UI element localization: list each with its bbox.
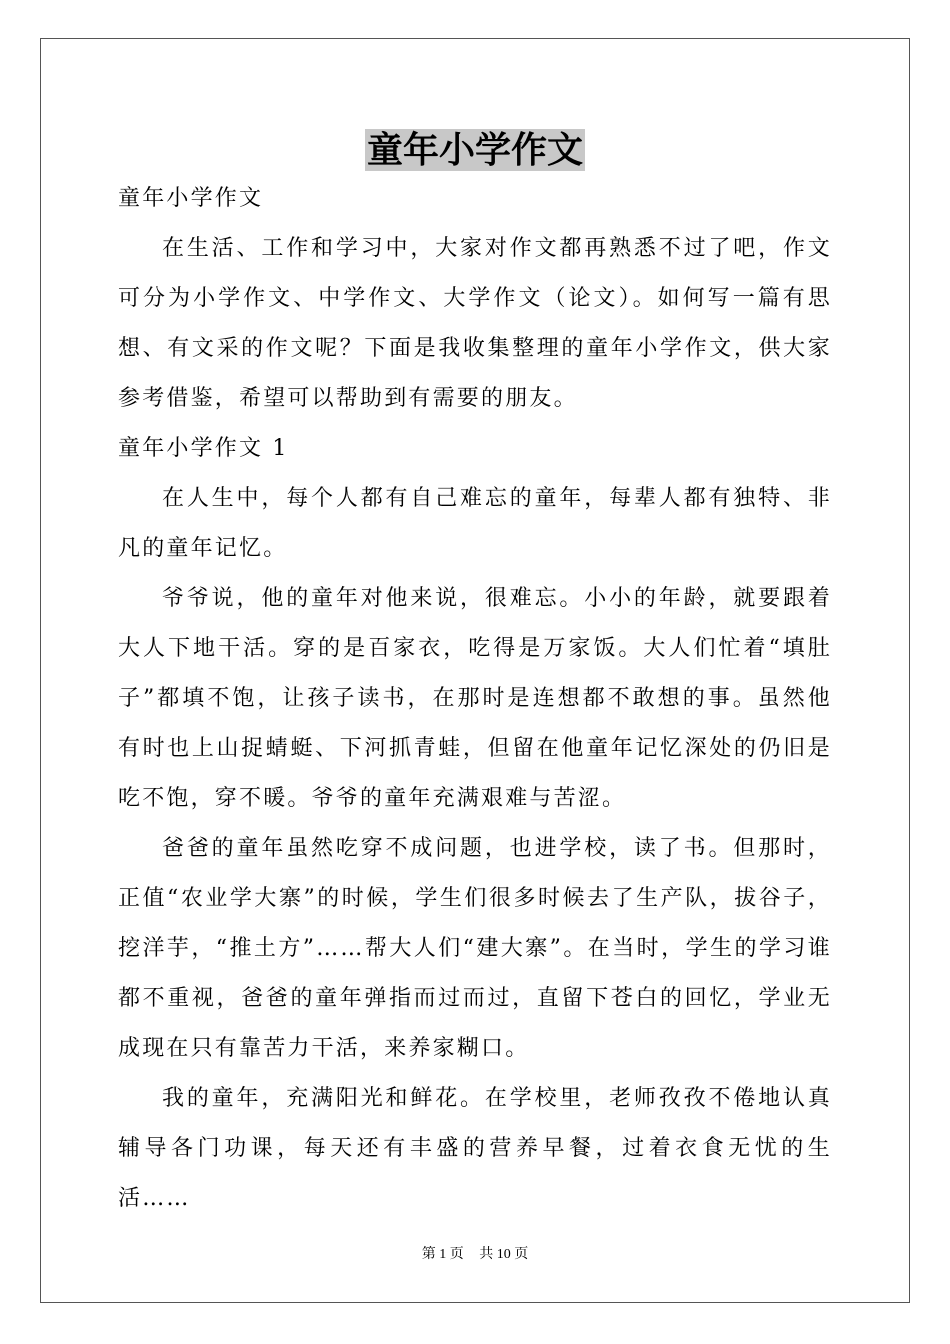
body-paragraph: 我的童年，充满阳光和鲜花。在学校里，老师孜孜不倦地认真辅导各门功课，每天还有丰盛的营养早餐，过着衣食无忧的生活…… xyxy=(118,1086,832,1211)
document-title xyxy=(0,123,950,177)
body-paragraph: 爷爷说，他的童年对他来说，很难忘。小小的年龄，就要跟着大人下地干活。穿的是百家衣，吃得是万家饭。大人们忙着“填肚子”都填不饱，让孩子读书，在那时是连想都不敢想的事。虽然他有时也上山捉蜻蜓、下河抓青蛙，但留在他童年记忆深处的仍旧是吃不饱，穿不暖。爷爷的童年充满艰难与苦涩。 xyxy=(118,586,832,811)
document-body xyxy=(118,174,832,1224)
body-paragraph: 在人生中，每个人都有自己难忘的童年，每辈人都有独特、非凡的童年记忆。 xyxy=(118,486,832,561)
page-total: 共 10 页 xyxy=(479,1247,529,1262)
page-footer xyxy=(0,1245,950,1265)
document-title-text: 童年小学作文 xyxy=(366,129,583,171)
section-heading: 童年小学作文 xyxy=(118,186,264,211)
intro-paragraph: 在生活、工作和学习中，大家对作文都再熟悉不过了吧，作文可分为小学作文、中学作文、大学作文（论文）。如何写一篇有思想、有文采的作文呢？下面是我收集整理的童年小学作文，供大家参考借鉴，希望可以帮助到有需要的朋友。 xyxy=(118,236,832,411)
page-number: 第 1 页 xyxy=(421,1247,464,1262)
essay-heading: 童年小学作文 1 xyxy=(118,436,289,461)
body-paragraph: 爸爸的童年虽然吃穿不成问题，也进学校，读了书。但那时，正值“农业学大寨”的时候，学生们很多时候去了生产队，拔谷子，挖洋芋，“推土方”……帮大人们“建大寨”。在当时，学生的学习谁都不重视，爸爸的童年弹指而过而过，直留下苍白的回忆，学业无成现在只有靠苦力干活，来养家糊口。 xyxy=(118,836,832,1061)
